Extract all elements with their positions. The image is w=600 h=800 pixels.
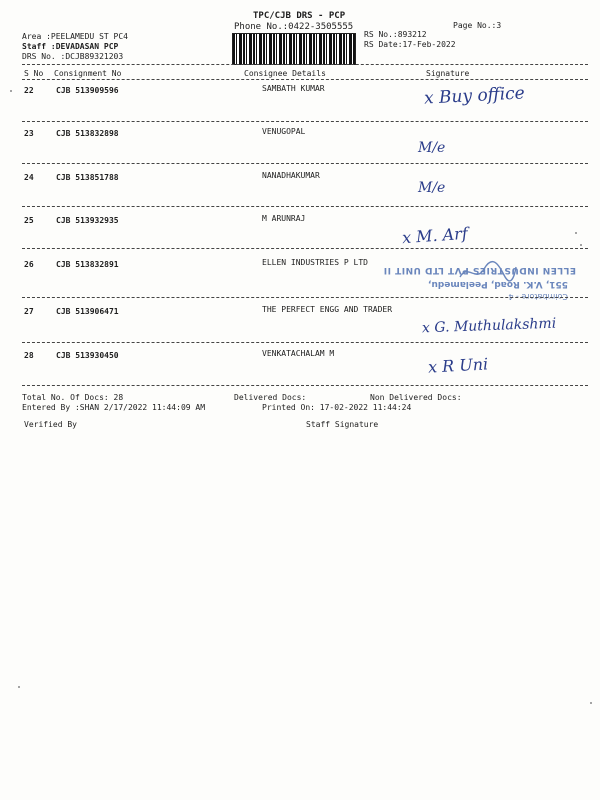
- total-docs: Total No. Of Docs: 28: [22, 393, 124, 402]
- divider: [22, 79, 588, 80]
- row-consignment: CJB 513909596: [56, 86, 119, 95]
- stamp-line: Coimbatore - 4: [508, 292, 568, 301]
- row-consignee: M ARUNRAJ: [262, 214, 306, 223]
- phone-number: Phone No.:0422-3505555: [234, 22, 354, 32]
- row-signature: x Buy office: [423, 83, 526, 109]
- scan-speck: [575, 232, 577, 234]
- row-consignment: CJB 513832891: [56, 260, 119, 269]
- column-header-consignment: Consignment No: [54, 69, 122, 78]
- row-consignee: ELLEN INDUSTRIES P LTD: [262, 258, 368, 267]
- column-header-signature: Signature: [426, 69, 470, 78]
- divider: [22, 248, 588, 249]
- rs-date: RS Date:17-Feb-2022: [364, 40, 456, 49]
- row-sno: 28: [24, 351, 34, 360]
- row-signature: M/e: [418, 180, 446, 196]
- barcode: [232, 33, 356, 65]
- row-consignee: NANADHAKUMAR: [262, 171, 320, 180]
- divider: [22, 385, 588, 386]
- row-consignment: CJB 513930450: [56, 351, 119, 360]
- stamp-line: 551, V.K. Road, Peelamedu,: [428, 279, 568, 289]
- row-sno: 24: [24, 173, 34, 182]
- row-consignee: SAMBATH KUMAR: [262, 84, 325, 93]
- entered-by: Entered By :SHAN 2/17/2022 11:44:09 AM: [22, 403, 206, 412]
- scan-speck: [590, 702, 592, 704]
- column-header-consignee: Consignee Details: [244, 69, 326, 78]
- area-label: Area :PEELAMEDU ST PC4: [22, 32, 128, 41]
- divider: [22, 297, 588, 298]
- row-signature: x M. Arf: [401, 223, 469, 248]
- row-sno: 22: [24, 86, 34, 95]
- stamp-line: ELLEN INDUSTRIES PVT LTD UNIT II: [383, 265, 576, 275]
- row-signature: M/e: [418, 140, 446, 156]
- page-number: Page No.:3: [453, 21, 502, 30]
- row-sno: 26: [24, 260, 34, 269]
- divider: [22, 342, 588, 343]
- printed-on: Printed On: 17-02-2022 11:44:24: [262, 403, 412, 412]
- document-title: TPC/CJB DRS - PCP: [253, 11, 346, 21]
- delivered-docs: Delivered Docs:: [234, 393, 307, 402]
- divider: [22, 64, 588, 65]
- scan-speck: [580, 244, 582, 246]
- stamp-signature-scribble: [458, 259, 518, 285]
- row-consignment: CJB 513932935: [56, 216, 119, 225]
- row-sno: 25: [24, 216, 34, 225]
- scan-speck: [10, 90, 12, 92]
- column-header-sno: S No: [24, 69, 44, 78]
- staff-signature-label: Staff Signature: [306, 420, 379, 429]
- row-consignment: CJB 513906471: [56, 307, 119, 316]
- row-signature: x G. Muthulakshmi: [421, 315, 557, 337]
- divider: [22, 163, 588, 164]
- verified-by-label: Verified By: [24, 420, 77, 429]
- row-consignment: CJB 513832898: [56, 129, 119, 138]
- row-sno: 27: [24, 307, 34, 316]
- row-consignment: CJB 513851788: [56, 173, 119, 182]
- staff-label: Staff :DEVADASAN PCP: [22, 42, 119, 51]
- divider: [22, 121, 588, 122]
- scan-speck: [18, 686, 20, 688]
- divider: [22, 206, 588, 207]
- row-consignee: THE PERFECT ENGG AND TRADER: [262, 305, 393, 314]
- row-consignee: VENKATACHALAM M: [262, 349, 335, 358]
- row-consignee: VENUGOPAL: [262, 127, 306, 136]
- drs-number: DRS No. :DCJB89321203: [22, 52, 124, 61]
- rs-number: RS No.:893212: [364, 30, 427, 39]
- non-delivered-docs: Non Delivered Docs:: [370, 393, 462, 402]
- row-sno: 23: [24, 129, 34, 138]
- row-signature: x R Uni: [427, 354, 489, 377]
